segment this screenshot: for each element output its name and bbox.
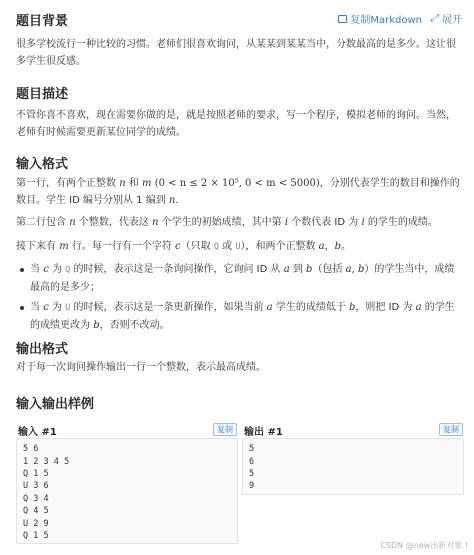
sample-input-line: Q 3 4 <box>23 494 49 504</box>
list-item-update: 当 c 为 U 的时候，表示这是一条更新操作，如果当前 a 学生的成绩低于 b，则把 ID 为 a 的学生的成绩更改为 b，否则不改动。 <box>16 299 462 334</box>
copy-markdown-button[interactable] <box>338 11 422 26</box>
input-format-line2: 第二行包含 n 个整数，代表这 n 个学生的初始成绩，其中第 i 个数代表 ID 为 i 的学生的成绩。 <box>16 217 438 228</box>
sample-input-line: 5 6 <box>23 444 39 454</box>
background-heading: 题目背景 <box>16 14 69 29</box>
operation-list <box>16 261 462 337</box>
sample-input-line: Q 1 5 <box>23 531 49 541</box>
output-format-heading: 输出格式 <box>16 342 69 357</box>
sample-output-line: 9 <box>249 481 255 491</box>
expand-icon: ⤢ <box>430 13 438 24</box>
samples-heading: 输入输出样例 <box>16 397 95 412</box>
expand-label: 展开 <box>442 15 462 26</box>
sample-output-label: 输出 #1 <box>244 427 283 438</box>
sample-output-line: 5 <box>249 444 255 454</box>
list-item-query: 当 c 为 Q 的时候，表示这是一条询问操作，它询问 ID 从 a 到 b（包括 a, b）的学生当中，成绩最高的是多少； <box>16 261 462 296</box>
sample-input-line: 1 2 3 4 5 <box>23 457 70 467</box>
sample-input-line: U 3 6 <box>23 481 49 491</box>
expand-button[interactable] <box>430 11 462 26</box>
description-heading: 题目描述 <box>16 87 69 102</box>
sample-output-line: 6 <box>249 457 255 467</box>
output-format-text: 对于每一次询问操作输出一行一个整数，表示最高成绩。 <box>16 362 266 373</box>
input-format-heading: 输入格式 <box>16 157 69 172</box>
watermark: CSDN @new出新对象 ! <box>380 541 468 550</box>
copy-output-button[interactable]: 复制 <box>439 423 463 436</box>
input-format-line1: 第一行，有两个正整数 n 和 m (0 < n ≤ 2 × 10⁵, 0 < m < 5000)，分别代表学生的数目和操作的数目。学生 ID 编号分别从 1 编到 n. <box>16 178 460 206</box>
sample-input-line: Q 4 5 <box>23 506 49 516</box>
copy-input-button[interactable]: 复制 <box>213 423 237 436</box>
description-text: 不管你喜不喜欢，现在需要你做的是，就是按照老师的要求，写一个程序，模拟老师的询问。当然，老师有时候需要更新某位同学的成绩。 <box>16 110 456 138</box>
sample-input-box[interactable] <box>16 438 238 544</box>
sample-input-line: U 2 9 <box>23 519 49 529</box>
background-text: 很多学校流行一种比较的习惯。老师们很喜欢询问，从某某到某某当中，分数最高的是多少。这让很多学生很反感。 <box>16 39 456 67</box>
copy-icon <box>338 15 347 23</box>
sample-input-line: Q 1 5 <box>23 469 49 479</box>
top-actions <box>338 11 462 26</box>
copy-markdown-label: 复制Markdown <box>350 15 422 26</box>
sample-output-line: 5 <box>249 469 255 479</box>
sample-input-label: 输入 #1 <box>18 427 57 438</box>
sample-output-box[interactable] <box>242 438 464 495</box>
input-format-line3: 接下来有 m 行。每一行有一个字符 c（只取 Q 或 U），和两个正整数 a，b。 <box>16 241 352 252</box>
